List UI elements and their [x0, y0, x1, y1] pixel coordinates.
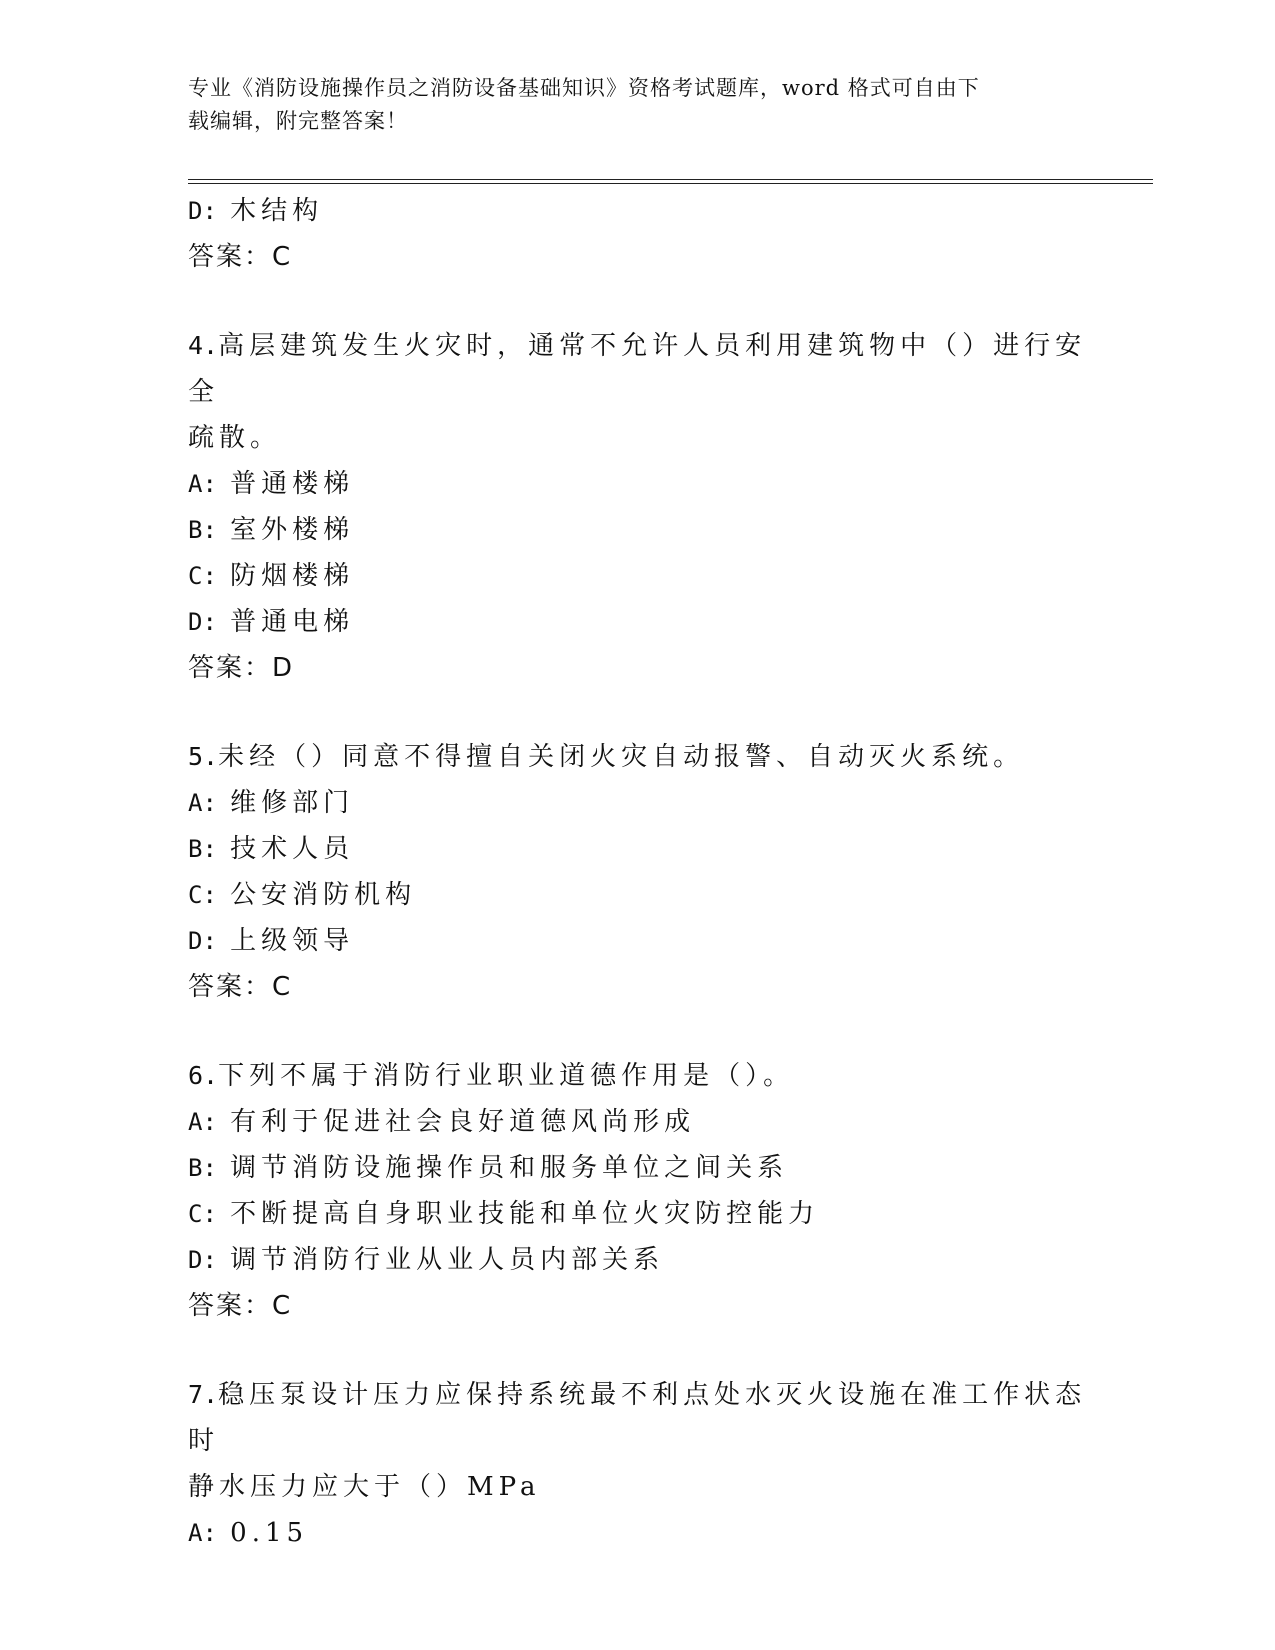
question-line-1: 下列不属于消防行业职业道德作用是（）。: [218, 1061, 795, 1091]
option-text: 木结构: [230, 196, 324, 226]
option-label: C:: [188, 1200, 217, 1228]
option-text: 公安消防机构: [230, 880, 417, 910]
option-label: B:: [188, 835, 217, 863]
option-label: A:: [188, 1108, 217, 1136]
spacer: [188, 1329, 1088, 1372]
question-list: [188, 188, 1088, 1556]
option-d: [188, 188, 1088, 234]
option-label: C:: [188, 881, 217, 909]
option-c: [188, 1191, 1088, 1237]
answer-line: 答案：D: [188, 653, 295, 683]
option-d: [188, 918, 1088, 964]
answer-line: 答案：C: [188, 972, 293, 1002]
option-text: 维修部门: [230, 788, 355, 818]
option-label: D:: [188, 608, 217, 636]
question-text: [188, 323, 1088, 461]
question-number: 5.: [188, 742, 219, 771]
question-text: [188, 734, 1088, 780]
option-a: [188, 461, 1088, 507]
option-label: A:: [188, 1519, 217, 1547]
question-line-1: 未经（）同意不得擅自关闭火灾自动报警、自动灭火系统。: [218, 742, 1025, 772]
option-text: 室外楼梯: [230, 515, 355, 545]
option-label: A:: [188, 470, 217, 498]
question-number: 6.: [188, 1061, 219, 1090]
header-divider-top: [188, 179, 1153, 180]
option-text: 调节消防行业从业人员内部关系: [230, 1245, 665, 1275]
question-line-2: 静水压力应大于（）MPa: [188, 1472, 541, 1502]
option-b: [188, 826, 1088, 872]
option-c: [188, 872, 1088, 918]
option-label: B:: [188, 516, 217, 544]
option-text: 普通电梯: [230, 607, 355, 637]
header-line-2: 载编辑，附完整答案！: [188, 109, 408, 133]
question-line-2: 疏散。: [188, 423, 282, 453]
question-text: [188, 1053, 1088, 1099]
option-label: A:: [188, 789, 217, 817]
question-6: [188, 1053, 1088, 1329]
answer-line: 答案：C: [188, 242, 293, 272]
question-7: [188, 1372, 1088, 1556]
option-label: B:: [188, 1154, 217, 1182]
option-label: D:: [188, 197, 217, 225]
option-text: 有利于促进社会良好道德风尚形成: [230, 1107, 696, 1137]
option-b: [188, 507, 1088, 553]
question-4: [188, 323, 1088, 691]
question-line-1: 高层建筑发生火灾时，通常不允许人员利用建筑物中（）进行安全: [188, 331, 1087, 407]
option-text: 0.15: [230, 1518, 309, 1548]
spacer: [188, 1010, 1088, 1053]
option-text: 不断提高自身职业技能和单位火灾防控能力: [230, 1199, 820, 1229]
question-5: [188, 734, 1088, 1010]
option-text: 技术人员: [230, 834, 355, 864]
option-label: D:: [188, 927, 217, 955]
question-line-1: 稳压泵设计压力应保持系统最不利点处水灭火设施在准工作状态时: [188, 1380, 1087, 1456]
option-text: 上级领导: [230, 926, 355, 956]
option-label: D:: [188, 1246, 217, 1274]
option-c: [188, 553, 1088, 599]
answer-line: 答案：C: [188, 1291, 293, 1321]
option-text: 普通楼梯: [230, 469, 355, 499]
option-text: 调节消防设施操作员和服务单位之间关系: [230, 1153, 789, 1183]
option-a: [188, 780, 1088, 826]
option-label: C:: [188, 562, 217, 590]
question-number: 7.: [188, 1380, 219, 1409]
spacer: [188, 280, 1088, 323]
document-header: [188, 72, 1088, 138]
header-line-1: 专业《消防设施操作员之消防设备基础知识》资格考试题库，word 格式可自由下: [188, 76, 980, 100]
option-text: 防烟楼梯: [230, 561, 355, 591]
question-text: [188, 1372, 1088, 1510]
option-a: [188, 1510, 1088, 1556]
option-d: [188, 1237, 1088, 1283]
option-b: [188, 1145, 1088, 1191]
option-a: [188, 1099, 1088, 1145]
header-divider-bottom: [188, 183, 1153, 184]
question-number: 4.: [188, 331, 219, 360]
option-d: [188, 599, 1088, 645]
spacer: [188, 691, 1088, 734]
